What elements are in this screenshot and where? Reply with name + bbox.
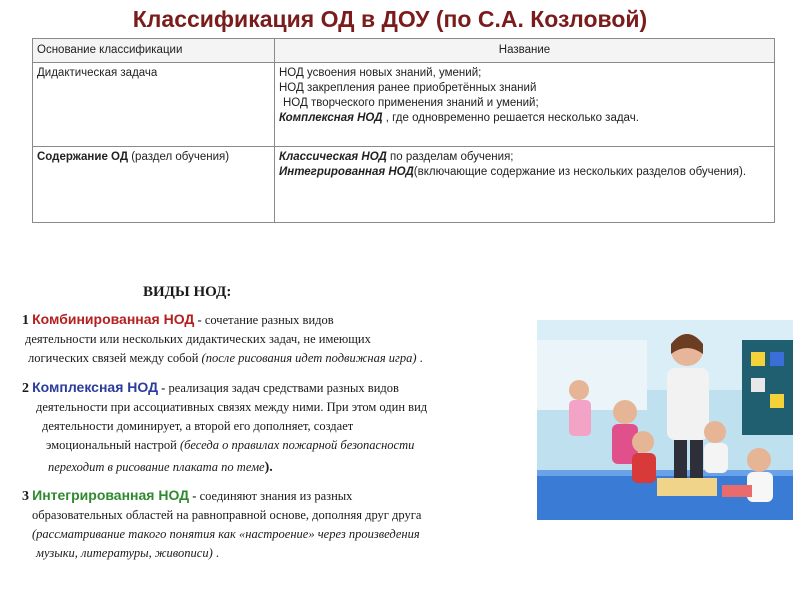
type-number: 1 xyxy=(22,313,29,328)
type-text: сочетание разных видов xyxy=(204,313,334,327)
type-item-combined xyxy=(22,310,542,368)
row-names-didactic xyxy=(275,63,775,147)
type-dash: - xyxy=(158,381,166,395)
type-text: соединяют знания из разных xyxy=(199,489,353,503)
type-title: Комплексная НОД xyxy=(32,379,159,395)
term-classic-desc: по разделам обучения; xyxy=(386,151,514,163)
row-line: НОД закрепления ранее приобретённых знаний xyxy=(279,82,537,94)
type-line xyxy=(22,458,542,477)
type-number: 3 xyxy=(22,489,29,504)
row-line xyxy=(279,165,770,180)
type-tail: . xyxy=(212,546,219,560)
row-line: НОД творческого применения знаний и умений; xyxy=(283,97,539,109)
header-name: Название xyxy=(275,39,775,63)
type-dash: - xyxy=(189,489,197,503)
types-heading: ВИДЫ НОД: xyxy=(143,284,232,300)
type-title: Комбинированная НОД xyxy=(32,311,195,327)
type-title: Интегрированная НОД xyxy=(32,487,190,503)
row-line xyxy=(279,150,770,165)
type-example: (беседа о правилах пожарной безопасности xyxy=(179,438,415,452)
table-row xyxy=(33,147,775,223)
basis-strong: Содержание ОД xyxy=(37,151,129,163)
table-row xyxy=(33,63,775,147)
type-tail: . xyxy=(416,351,423,365)
row-line xyxy=(279,111,770,126)
type-dash: - xyxy=(194,313,202,327)
type-text: логических связей между собой xyxy=(28,351,199,365)
term-complex: Комплексная НОД xyxy=(279,112,383,124)
term-complex-desc: , где одновременно решается несколько задач. xyxy=(382,112,639,124)
type-example: (после рисования идет подвижная игра) xyxy=(201,351,417,365)
term-integrated: Интегрированная НОД xyxy=(279,166,414,178)
page-title: Классификация ОД в ДОУ (по С.А. Козловой) xyxy=(132,6,648,32)
type-line xyxy=(22,378,542,398)
type-text: реализация задач средствами разных видов xyxy=(168,381,399,395)
classification-table xyxy=(32,38,775,223)
type-example: музыки, литературы, живописи) xyxy=(36,546,213,560)
type-tail: ). xyxy=(264,460,273,475)
row-line: НОД усвоения новых знаний, умений; xyxy=(279,67,482,79)
type-item-integrated xyxy=(22,486,542,563)
basis-rest: (раздел обучения) xyxy=(128,151,230,163)
type-example: переходит в рисование плаката по теме xyxy=(48,460,265,474)
type-line: образовательных областей на равноправной основе, дополняя друг друга xyxy=(32,508,422,522)
row-names-content xyxy=(275,147,775,223)
type-item-complex xyxy=(22,378,542,477)
type-line xyxy=(22,310,542,330)
type-line xyxy=(22,436,542,455)
table-header-row xyxy=(33,39,775,63)
type-text: эмоциональный настрой xyxy=(46,438,177,452)
row-basis-content xyxy=(33,147,275,223)
type-line xyxy=(22,349,542,368)
header-basis: Основание классификации xyxy=(33,39,275,63)
type-line: деятельности доминирует, а второй его дополняет, создает xyxy=(42,419,354,433)
type-line: деятельности или нескольких дидактических задач, не имеющих xyxy=(25,332,371,346)
type-line: деятельности при ассоциативных связях между ними. При этом один вид xyxy=(36,400,428,414)
type-line xyxy=(22,486,542,506)
term-integrated-desc: (включающие содержание из нескольких разделов обучения). xyxy=(413,166,747,178)
term-classic: Классическая НОД xyxy=(279,151,387,163)
row-basis-didactic: Дидактическая задача xyxy=(33,63,275,147)
type-line xyxy=(22,544,542,563)
classroom-photo xyxy=(537,320,793,520)
type-example: (рассматривание такого понятия как «настроение» через произведения xyxy=(32,527,420,541)
classroom-illustration xyxy=(537,320,793,520)
type-number: 2 xyxy=(22,381,29,396)
